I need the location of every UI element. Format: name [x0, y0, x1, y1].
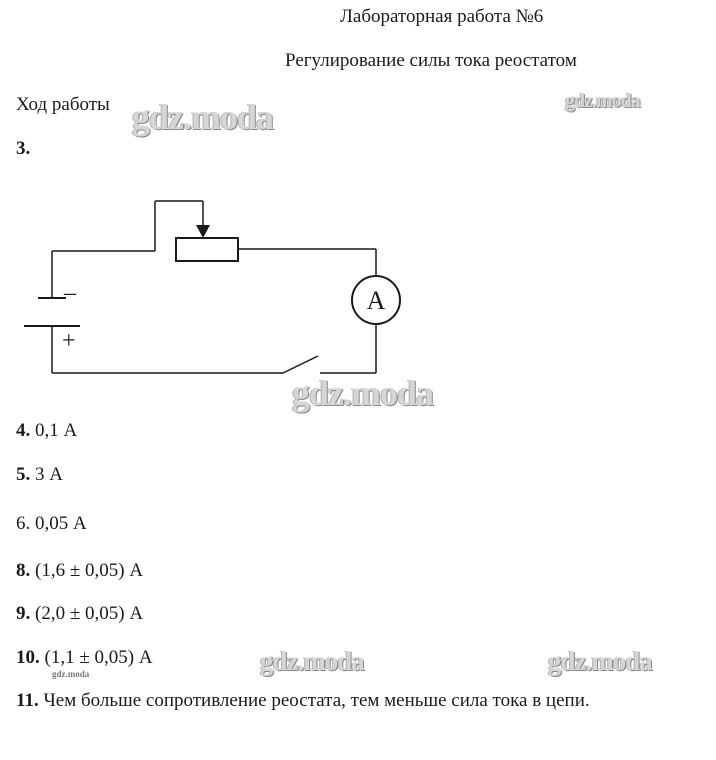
item-answer: 0,1 А [35, 420, 78, 441]
item-answer: 3 А [35, 464, 63, 485]
watermark: gdz.moda [292, 373, 434, 413]
list-item-8 [16, 560, 143, 582]
item-number: 5. [16, 464, 31, 485]
item-number: 11. [16, 690, 39, 711]
item-number: 4. [16, 420, 31, 441]
item-answer: (1,1 ± 0,05) А [44, 647, 153, 668]
switch-blade [283, 356, 318, 373]
lab-title: Лабораторная работа №6 [340, 6, 544, 27]
item-number: 6. [16, 513, 31, 534]
watermark: gdz.moda [548, 646, 652, 676]
list-item-6 [16, 513, 87, 535]
item-answer: (2,0 ± 0,05) А [35, 603, 144, 624]
battery-plus-label: + [62, 328, 76, 354]
watermark: gdz.moda [565, 90, 640, 112]
item-number: 8. [16, 560, 31, 581]
list-item-5 [16, 464, 63, 486]
circuit-diagram [0, 180, 420, 390]
item-number: 9. [16, 603, 31, 624]
item-number: 10. [16, 647, 40, 668]
ammeter-label: A [366, 286, 386, 315]
watermark-small: gdz.moda [52, 669, 90, 679]
list-item-11 [16, 690, 590, 712]
item-answer: Чем больше сопротивление реостата, тем меньше сила тока в цепи. [43, 690, 590, 711]
rheostat-slider-arrow [196, 225, 210, 238]
rheostat [176, 238, 238, 261]
lab-subtitle: Регулирование силы тока реостатом [285, 50, 577, 71]
list-item-4 [16, 420, 77, 442]
item-answer: 0,05 А [35, 513, 87, 534]
list-item-3 [16, 138, 30, 160]
watermark: gdz.moda [260, 646, 364, 676]
battery-minus-label: – [64, 280, 76, 306]
list-item-9 [16, 603, 143, 625]
list-item-10 [16, 647, 153, 669]
item-number: 3. [16, 138, 31, 159]
item-answer: (1,6 ± 0,05) А [35, 560, 144, 581]
section-heading: Ход работы [16, 94, 110, 115]
watermark: gdz.moda [132, 97, 274, 137]
